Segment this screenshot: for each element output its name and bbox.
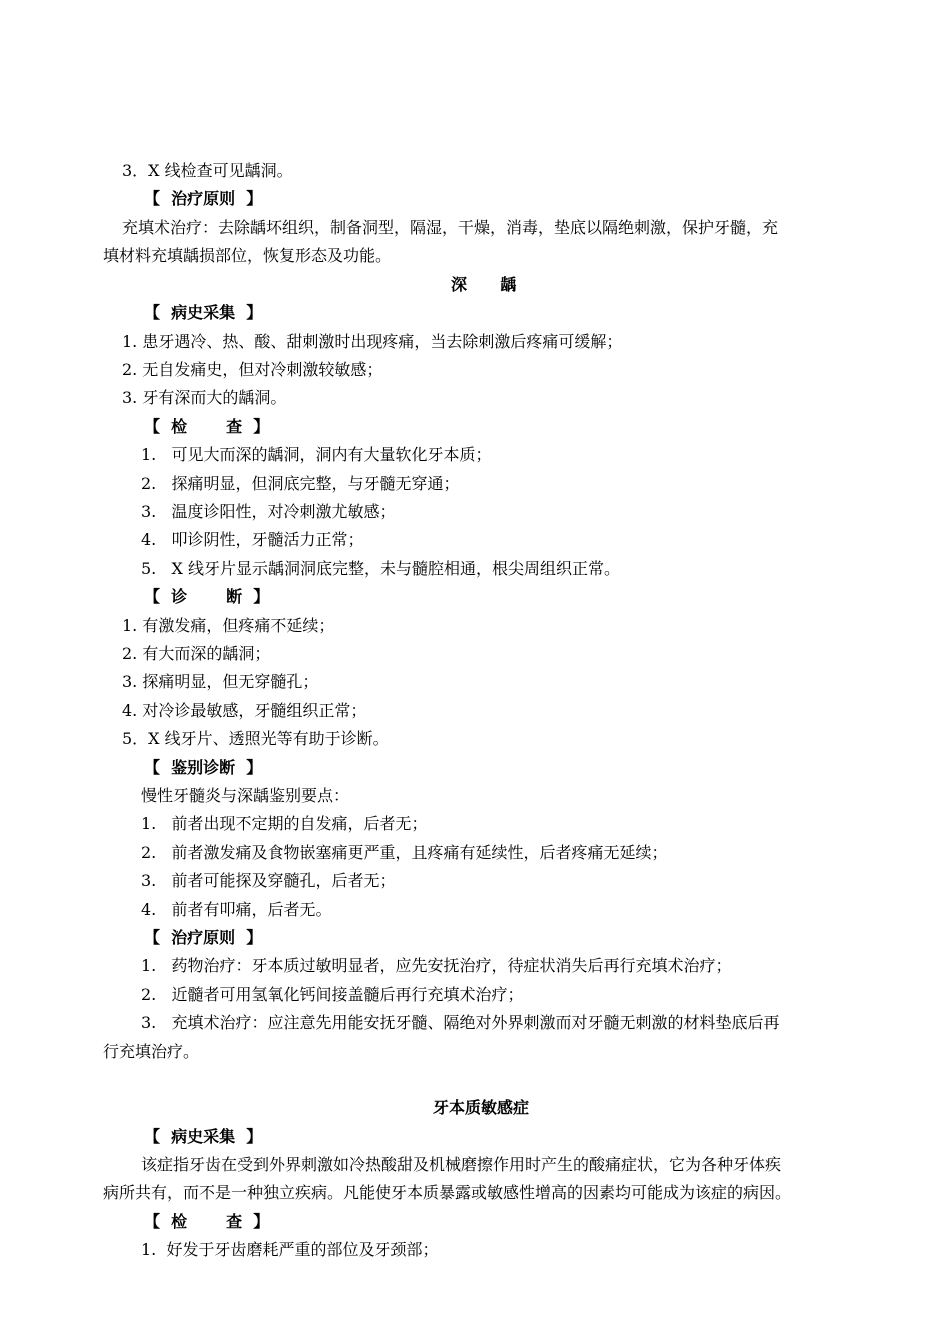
list-item: 1. 好发于牙齿磨耗严重的部位及牙颈部； xyxy=(141,1240,439,1259)
list-item: 4. 叩诊阴性，牙髓活力正常； xyxy=(141,530,364,549)
list-item: 5．X 线牙片、透照光等有助于诊断。 xyxy=(122,729,389,748)
list-item: 2. 有大而深的龋洞； xyxy=(122,644,271,663)
section-heading-history: 【 病史采集 】 xyxy=(144,1127,263,1146)
list-item: 4. 前者有叩痛，后者无。 xyxy=(141,900,332,919)
section-heading-exam: 【 检 查 】 xyxy=(144,1212,270,1231)
differential-intro: 慢性牙髓炎与深龋鉴别要点： xyxy=(141,786,350,805)
list-item: 2. 无自发痛史，但对冷刺激较敏感； xyxy=(122,360,383,379)
treatment-text-line: 充填术治疗：去除龋坏组织，制备洞型，隔湿，干燥，消毒，垫底以隔绝刺激，保护牙髓，充 xyxy=(122,218,779,237)
section-title-deep-caries: 深 龋 xyxy=(451,275,517,294)
list-item: 1. 可见大而深的龋洞，洞内有大量软化牙本质； xyxy=(141,445,492,464)
list-item: 2. 探痛明显，但洞底完整，与牙髓无穿通； xyxy=(141,474,460,493)
section-heading-treatment: 【 治疗原则 】 xyxy=(144,189,263,208)
list-item: 3. 探痛明显，但无穿髓孔； xyxy=(122,672,319,691)
section-heading-diagnosis: 【 诊 断 】 xyxy=(144,587,270,606)
list-item-continuation: 行充填治疗。 xyxy=(103,1042,200,1061)
treatment-text-line: 填材料充填龋损部位，恢复形态及功能。 xyxy=(103,246,392,265)
list-item: 1. 药物治疗：牙本质过敏明显者，应先安抚治疗，待症状消失后再行充填术治疗； xyxy=(141,956,732,975)
paragraph-line: 病所共有，而不是一种独立疾病。凡能使牙本质暴露或敏感性增高的因素均可能成为该症的病因。 xyxy=(103,1183,792,1202)
section-heading-differential: 【 鉴别诊断 】 xyxy=(144,758,263,777)
list-item: 3. 充填术治疗：应注意先用能安抚牙髓、隔绝对外界刺激而对牙髓无刺激的材料垫底后再 xyxy=(141,1013,780,1032)
list-item: 2. 近髓者可用氢氧化钙间接盖髓后再行充填术治疗； xyxy=(141,985,524,1004)
section-heading-treatment: 【 治疗原则 】 xyxy=(144,928,263,947)
list-item: 4. 对冷诊最敏感，牙髓组织正常； xyxy=(122,701,367,720)
list-item: 3. 前者可能探及穿髓孔，后者无； xyxy=(141,871,396,890)
section-heading-history: 【 病史采集 】 xyxy=(144,303,263,322)
section-heading-exam: 【 检 查 】 xyxy=(144,417,270,436)
list-item: 3. 温度诊阳性，对冷刺激尤敏感； xyxy=(141,502,396,521)
list-item: 3. 牙有深而大的龋洞。 xyxy=(122,388,287,407)
list-item: 5. X 线牙片显示龋洞洞底完整，未与髓腔相通，根尖周组织正常。 xyxy=(141,559,621,578)
paragraph-line: 该症指牙齿在受到外界刺激如冷热酸甜及机械磨擦作用时产生的酸痛症状，它为各种牙体疾 xyxy=(141,1155,782,1174)
exam-item-xray: 3．X 线检查可见龋洞。 xyxy=(122,161,293,180)
list-item: 1. 前者出现不定期的自发痛，后者无； xyxy=(141,814,428,833)
list-item: 2. 前者激发痛及食物嵌塞痛更严重，且疼痛有延续性，后者疼痛无延续； xyxy=(141,843,668,862)
list-item: 1. 有激发痛，但疼痛不延续； xyxy=(122,616,335,635)
section-title-dentin-hypersensitivity: 牙本质敏感症 xyxy=(433,1098,530,1117)
list-item: 1. 患牙遇冷、热、酸、甜刺激时出现疼痛，当去除刺激后疼痛可缓解； xyxy=(122,332,623,351)
